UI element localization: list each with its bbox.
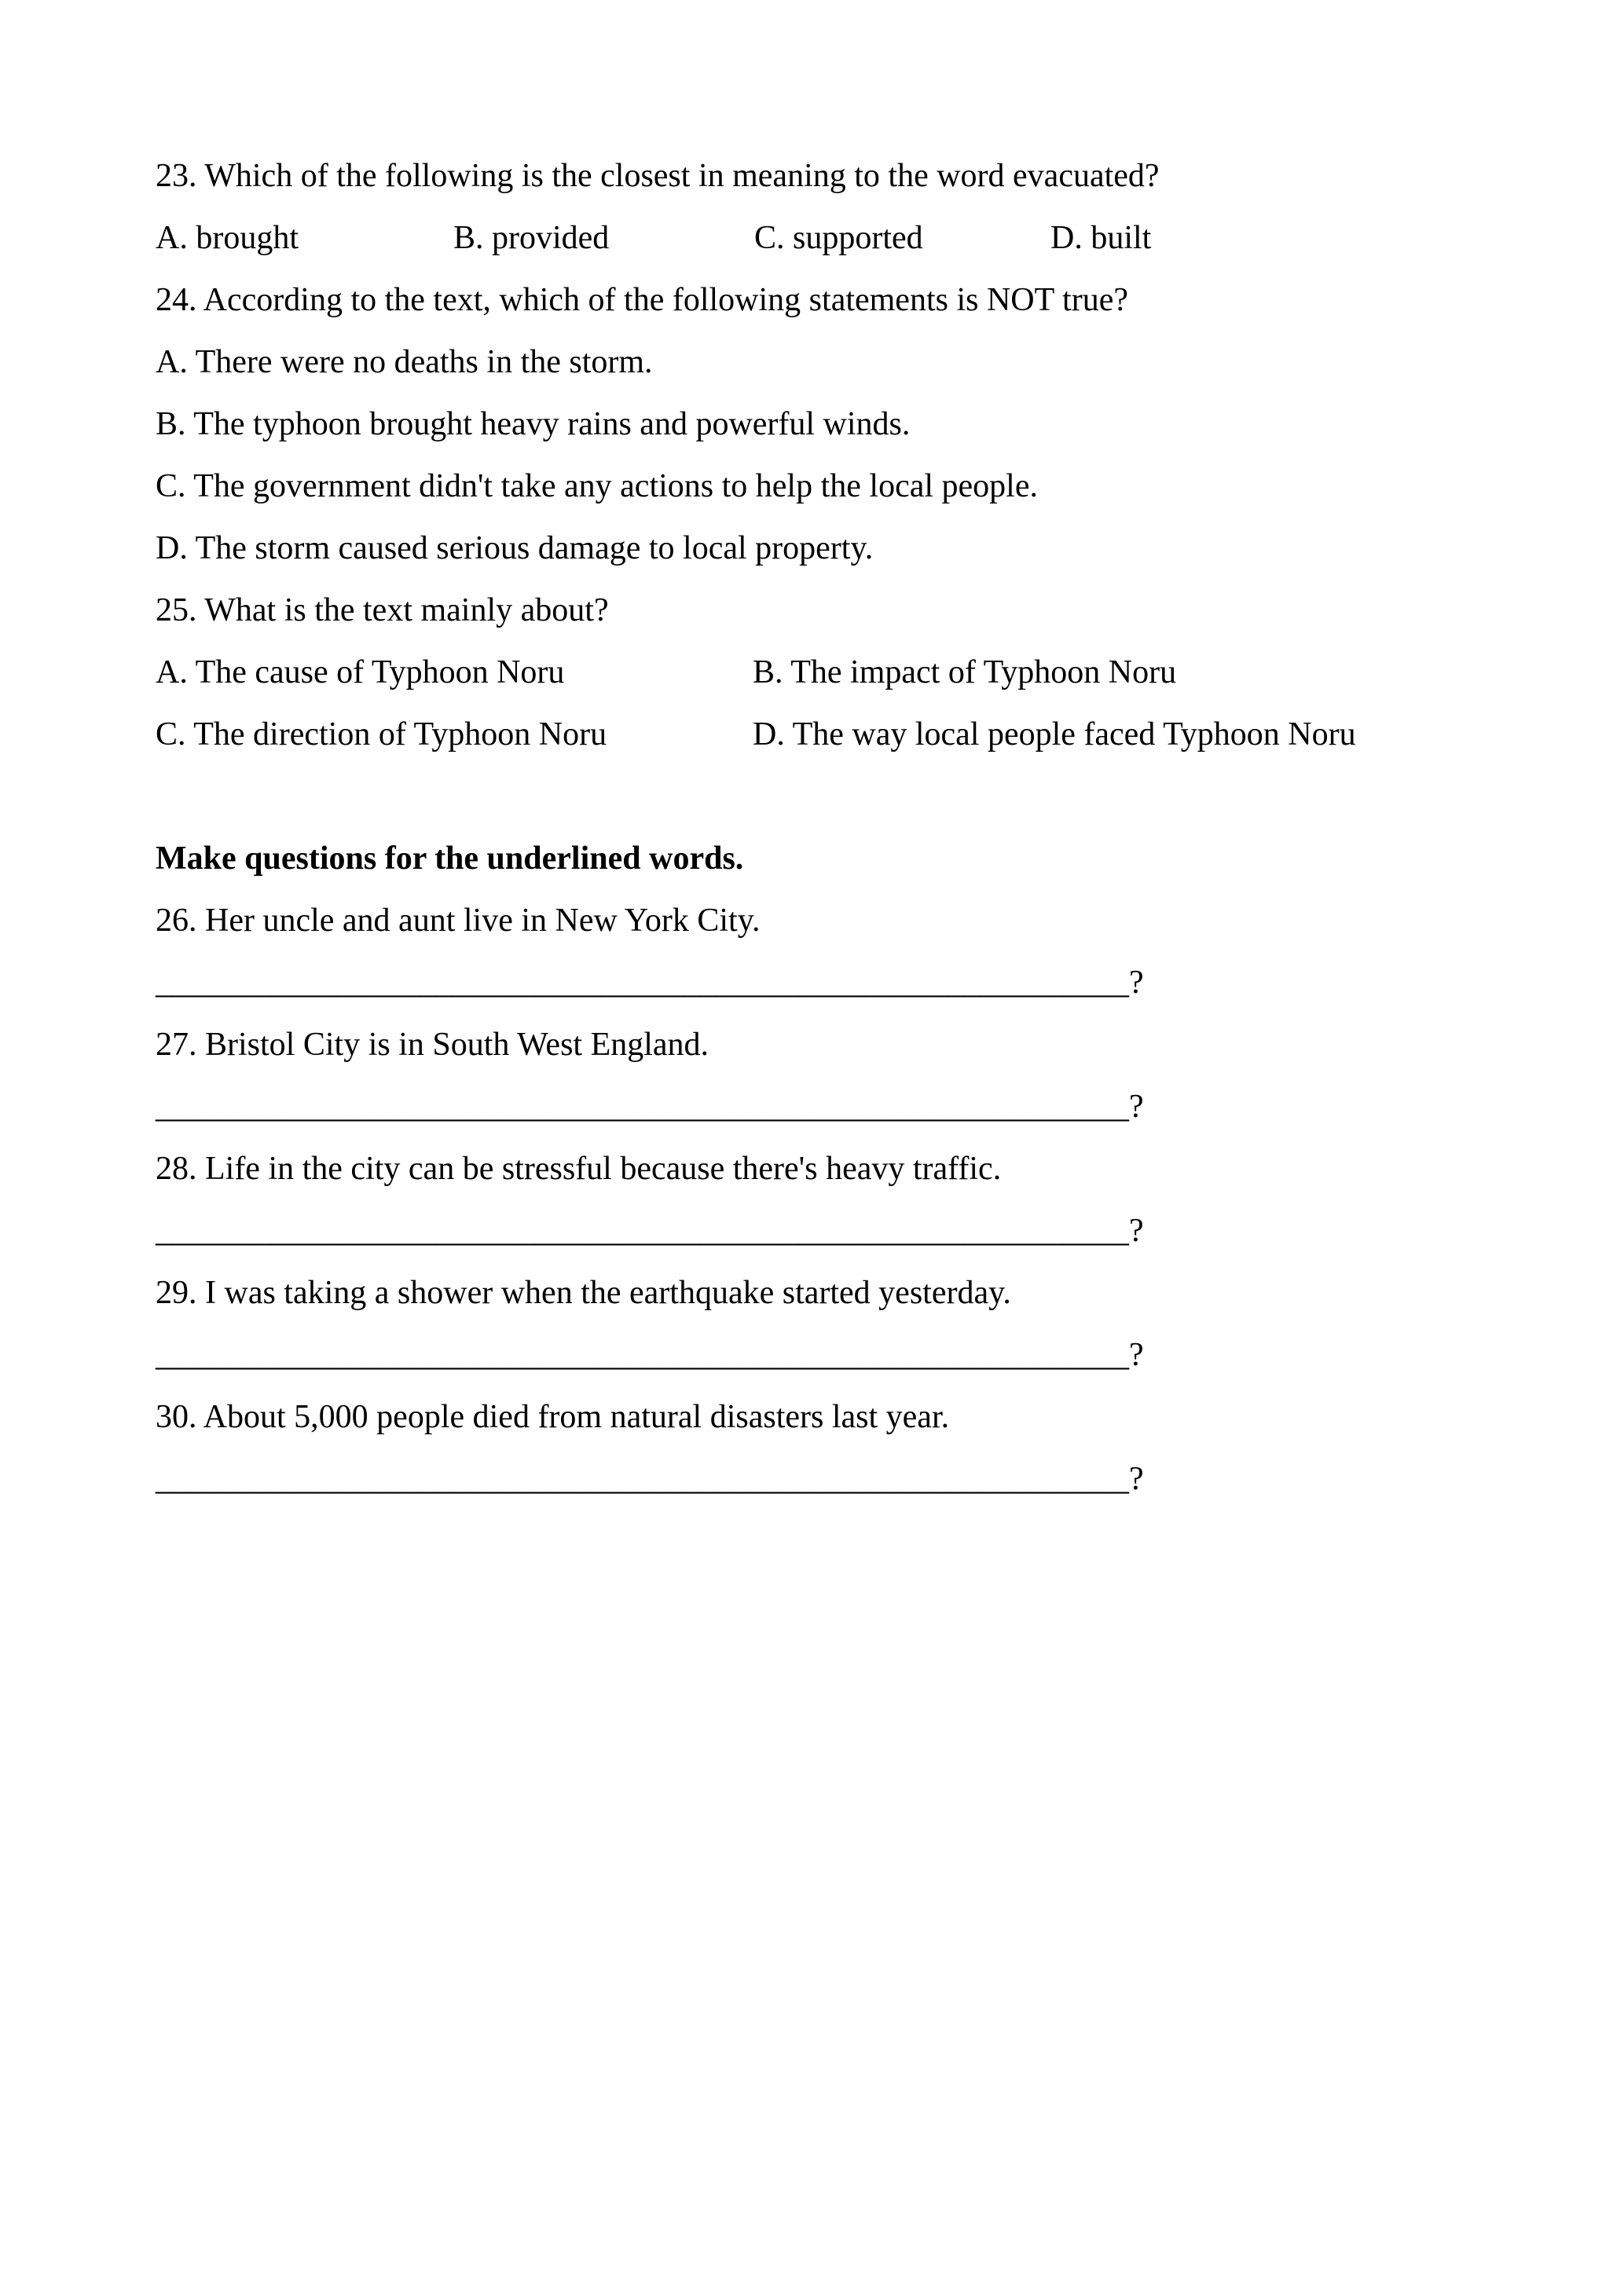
section-gap	[156, 766, 1476, 828]
answer-blank-29[interactable]	[156, 1324, 1476, 1386]
question-30: 30. About 5,000 people died from natural disasters last year.	[156, 1399, 950, 1435]
question-28: 28. Life in the city can be stressful because there's heavy traffic.	[156, 1151, 1002, 1187]
answer-line-26[interactable]: ___________________________________________________________	[156, 965, 1129, 1001]
question-25-options-row-2	[156, 704, 1476, 766]
question-27: 27. Bristol City is in South West England.	[156, 1027, 709, 1063]
option-24-c: C. The government didn't take any actions to help the local people.	[156, 468, 1038, 504]
answer-line-29[interactable]: ___________________________________________________________	[156, 1337, 1129, 1373]
answer-line-30[interactable]: ___________________________________________________________	[156, 1461, 1129, 1497]
answer-blank-26[interactable]	[156, 952, 1476, 1014]
option-25-a: A. The cause of Typhoon Noru	[156, 654, 565, 690]
question-mark-27: ?	[1129, 1089, 1144, 1125]
option-23-b: B. provided	[453, 220, 610, 256]
question-23-options	[156, 207, 1476, 269]
option-24-a: A. There were no deaths in the storm.	[156, 344, 653, 380]
option-25-d: D. The way local people faced Typhoon Noru	[753, 716, 1356, 753]
option-25-c: C. The direction of Typhoon Noru	[156, 716, 607, 753]
option-23-a: A. brought	[156, 220, 299, 256]
question-mark-30: ?	[1129, 1461, 1144, 1497]
worksheet-content	[156, 145, 1476, 1511]
question-mark-28: ?	[1129, 1213, 1144, 1249]
answer-blank-30[interactable]	[156, 1448, 1476, 1511]
answer-blank-27[interactable]	[156, 1076, 1476, 1138]
option-25-b: B. The impact of Typhoon Noru	[753, 654, 1177, 690]
question-mark-29: ?	[1129, 1337, 1144, 1373]
question-29: 29. I was taking a shower when the earthquake started yesterday.	[156, 1275, 1011, 1311]
question-24: 24. According to the text, which of the following statements is NOT true?	[156, 282, 1128, 318]
question-25-options-row-1	[156, 642, 1476, 704]
question-23: 23. Which of the following is the closest in meaning to the word evacuated?	[156, 158, 1160, 194]
option-24-b: B. The typhoon brought heavy rains and powerful winds.	[156, 406, 911, 442]
option-24-d: D. The storm caused serious damage to local property.	[156, 530, 874, 566]
answer-blank-28[interactable]	[156, 1200, 1476, 1262]
make-questions-heading: Make questions for the underlined words.	[156, 840, 744, 877]
question-mark-26: ?	[1129, 965, 1144, 1001]
question-25: 25. What is the text mainly about?	[156, 592, 609, 628]
answer-line-27[interactable]: ___________________________________________________________	[156, 1089, 1129, 1125]
option-23-d: D. built	[1050, 220, 1152, 256]
option-23-c: C. supported	[754, 220, 923, 256]
question-26: 26. Her uncle and aunt live in New York City.	[156, 903, 761, 939]
answer-line-28[interactable]: ___________________________________________________________	[156, 1213, 1129, 1249]
